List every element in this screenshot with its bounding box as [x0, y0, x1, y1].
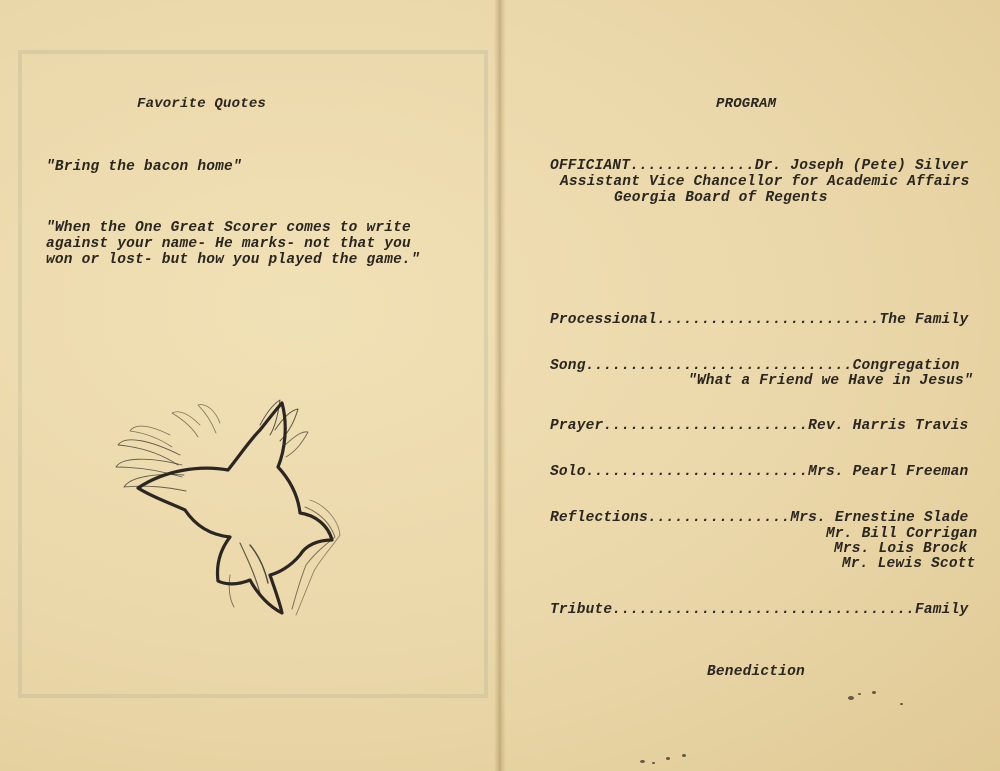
ink-speck — [900, 703, 903, 705]
quote-scorer-line-3: won or lost- but how you played the game." — [46, 252, 420, 268]
ink-speck — [848, 696, 854, 700]
officiant-org: Georgia Board of Regents — [614, 190, 828, 206]
favorite-quotes-heading: Favorite Quotes — [137, 96, 267, 112]
left-page — [0, 0, 498, 771]
solo-line: Solo.........................Mrs. Pearl Freeman — [550, 464, 969, 480]
ink-speck — [872, 691, 876, 694]
tribute-line: Tribute..................................Family — [550, 602, 969, 618]
song-title: "What a Friend we Have in Jesus" — [688, 373, 973, 389]
reflections-line: Reflections................Mrs. Ernestine Slade — [550, 510, 969, 526]
ink-speck — [640, 760, 645, 763]
song-line: Song..............................Congregation — [550, 358, 960, 374]
ink-speck — [682, 754, 686, 757]
prayer-line: Prayer.......................Rev. Harris Travis — [550, 418, 969, 434]
processional-line: Processional.........................The Family — [550, 312, 969, 328]
ink-speck — [666, 757, 670, 760]
ink-speck — [652, 762, 655, 764]
reflections-name-2: Mr. Bill Corrigan — [826, 526, 978, 542]
program-heading: PROGRAM — [716, 96, 777, 112]
benediction: Benediction — [707, 664, 805, 680]
reflections-name-4: Mr. Lewis Scott — [842, 556, 976, 572]
quote-scorer-line-2: against your name- He marks- not that you — [46, 236, 411, 252]
quote-scorer-line-1: "When the One Great Scorer comes to write — [46, 220, 411, 236]
reflections-name-3: Mrs. Lois Brock — [834, 541, 968, 557]
quote-bacon: "Bring the bacon home" — [46, 159, 242, 175]
right-page — [502, 0, 1000, 771]
ink-speck — [858, 693, 861, 695]
officiant-title: Assistant Vice Chancellor for Academic Affairs — [560, 174, 970, 190]
dove-drawing-icon — [110, 395, 345, 625]
officiant-line: OFFICIANT..............Dr. Joseph (Pete) Silver — [550, 158, 969, 174]
